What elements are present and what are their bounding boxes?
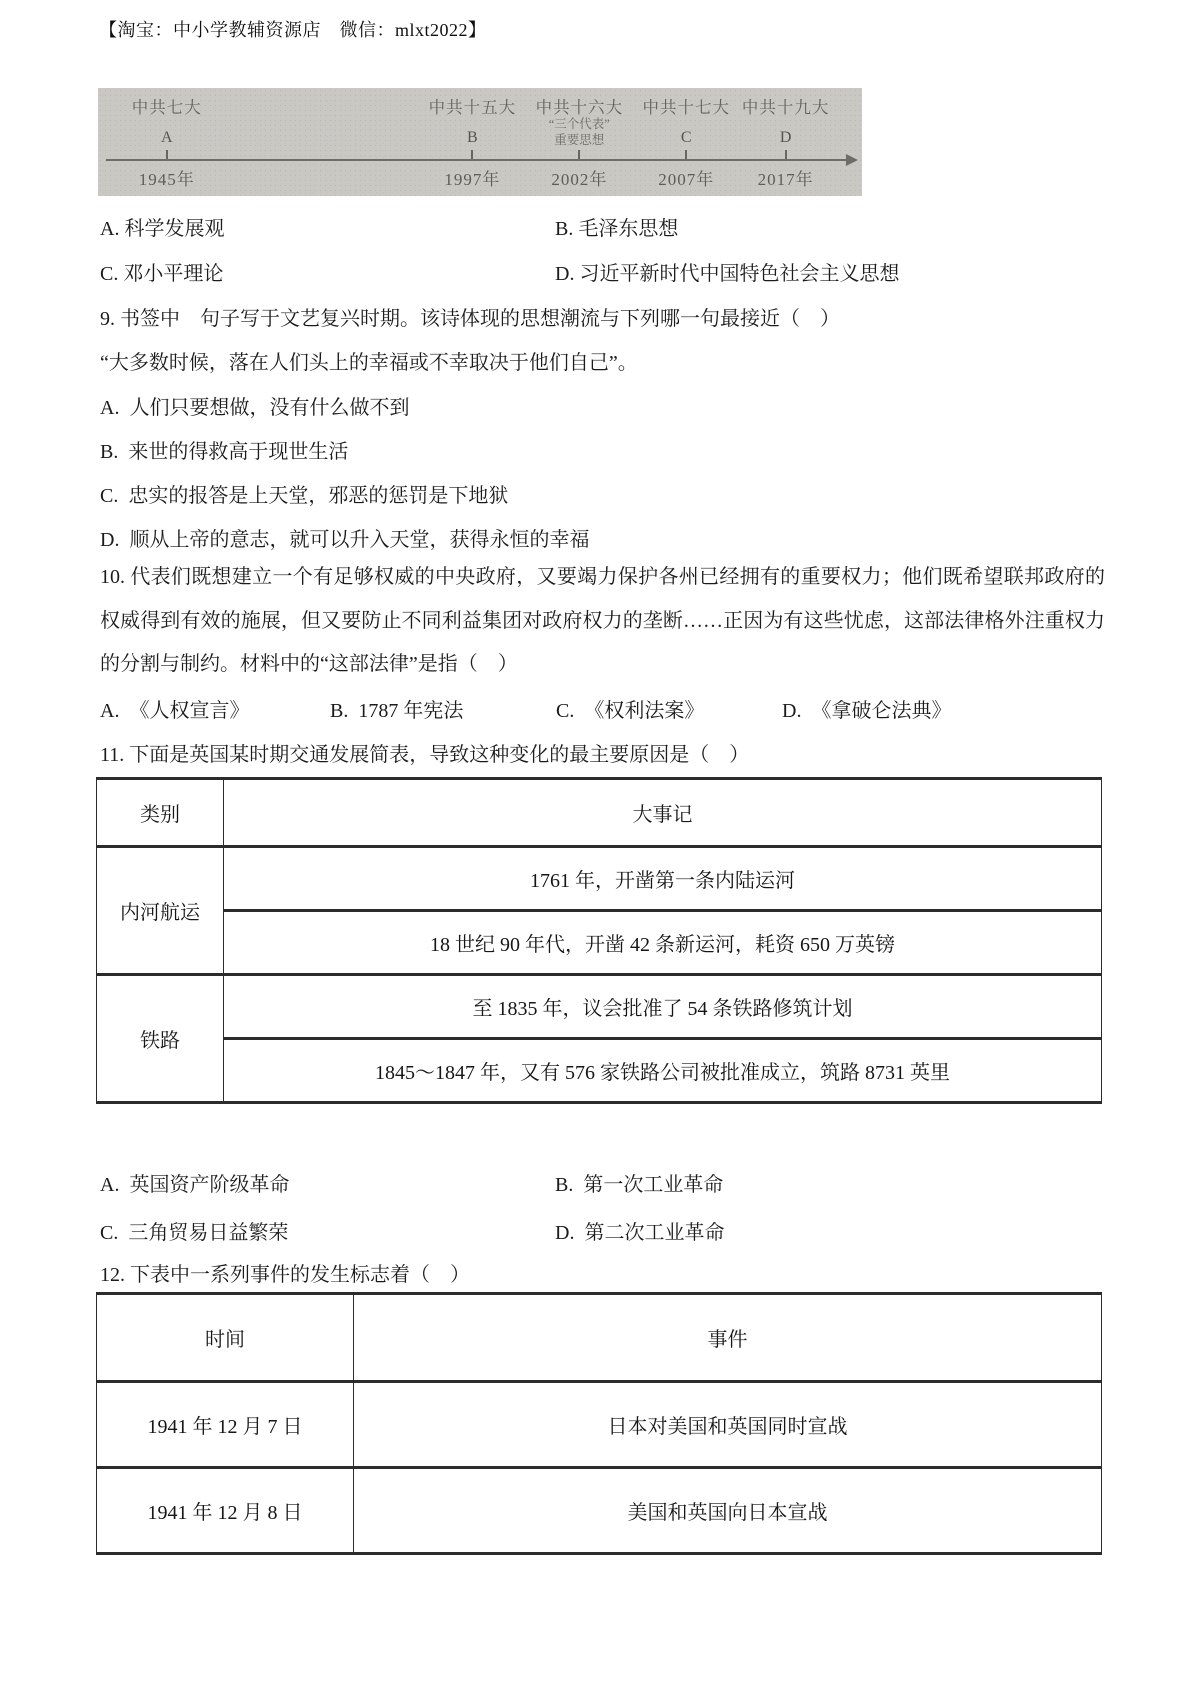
event-letter: C (680, 129, 692, 146)
event-name: 中共十五大 (428, 98, 517, 117)
event-cell: 1761 年，开凿第一条内陆运河 (224, 847, 1102, 911)
timeline-tick (785, 150, 787, 159)
q8-option-a: A. 科学发展观 (100, 218, 225, 240)
timeline-tick (578, 150, 580, 159)
event-letter: B (467, 129, 478, 146)
event-letter: D (779, 129, 792, 146)
timeline-event-2017 (701, 88, 871, 196)
q10-option-c: C. 《权利法案》 (556, 700, 705, 722)
header-cell-events: 大事记 (224, 779, 1102, 847)
timeline-tick (166, 150, 168, 159)
timeline-figure (98, 88, 862, 196)
q10-option-d: D. 《拿破仑法典》 (782, 700, 952, 722)
q10-option-b: B. 1787 年宪法 (330, 700, 464, 722)
event-year: 2017年 (757, 170, 814, 189)
q9-quote: “大多数时候，落在人们头上的幸福或不幸取决于他们自己”。 (100, 352, 638, 374)
table-row (97, 847, 1102, 911)
table-row (97, 1382, 1102, 1468)
event-cell: 1845～1847 年，又有 576 家铁路公司被批准成立，筑路 8731 英里 (224, 1039, 1102, 1103)
q9-option-d: D. 顺从上帝的意志，就可以升入天堂，获得永恒的幸福 (100, 529, 590, 551)
event-cell: 日本对美国和英国同时宣战 (354, 1382, 1102, 1468)
q9-option-a: A. 人们只要想做，没有什么做不到 (100, 397, 410, 419)
q11-transport-table (96, 777, 1102, 1104)
q8-option-c: C. 邓小平理论 (100, 263, 224, 285)
q11-option-d: D. 第二次工业革命 (555, 1222, 725, 1244)
table-header-row (97, 779, 1102, 847)
timeline-event-1945 (82, 88, 252, 196)
event-name: 中共十九大 (741, 98, 830, 117)
header-cell-event: 事件 (354, 1294, 1102, 1382)
category-cell-canal: 内河航运 (97, 847, 224, 975)
event-subtitle-line2: 重要思想 (554, 133, 605, 147)
timeline-tick (685, 150, 687, 159)
table-row (97, 911, 1102, 975)
q9-stem: 9. 书签中 句子写于文艺复兴时期。该诗体现的思想潮流与下列哪一句最接近（ ） (100, 308, 840, 330)
q11-stem: 11. 下面是英国某时期交通发展简表，导致这种变化的最主要原因是（ ） (100, 744, 750, 766)
q11-option-b: B. 第一次工业革命 (555, 1174, 724, 1196)
event-cell: 18 世纪 90 年代，开凿 42 条新运河，耗资 650 万英镑 (224, 911, 1102, 975)
event-year: 1997年 (444, 170, 501, 189)
event-year: 2002年 (551, 170, 608, 189)
q10-option-a: A. 《人权宣言》 (100, 700, 250, 722)
event-name: 中共十七大 (642, 98, 731, 117)
header-cell-category: 类别 (97, 779, 224, 847)
shop-watermark: 【淘宝：中小学教辅资源店 微信：mlxt2022】 (99, 20, 487, 40)
time-cell: 1941 年 12 月 7 日 (97, 1382, 354, 1468)
q8-option-d: D. 习近平新时代中国特色社会主义思想 (555, 263, 900, 285)
event-subtitle-line1: “三个代表” (548, 117, 610, 131)
q10-stem: 10. 代表们既想建立一个有足够权威的中央政府，又要竭力保护各州已经拥有的重要权力；他们既希望联邦政府的权威得到有效的施展，但又要防止不同利益集团对政府权力的垄断……正因为有这些忧虑，这部法律格外注重权力的分割与制约。材料中的“这部法律”是指（ ） (100, 566, 1105, 675)
event-letter: A (160, 129, 173, 146)
event-name: 中共七大 (131, 98, 202, 117)
q11-option-c: C. 三角贸易日益繁荣 (100, 1222, 289, 1244)
event-name: 中共十六大 (535, 98, 624, 117)
event-cell: 至 1835 年，议会批准了 54 条铁路修筑计划 (224, 975, 1102, 1039)
table-header-row (97, 1294, 1102, 1382)
event-cell: 美国和英国向日本宣战 (354, 1468, 1102, 1554)
q9-option-b: B. 来世的得救高于现世生活 (100, 441, 349, 463)
q11-option-a: A. 英国资产阶级革命 (100, 1174, 290, 1196)
event-year: 1945年 (138, 170, 195, 189)
q12-events-table (96, 1292, 1102, 1555)
timeline-tick (471, 150, 473, 159)
event-year: 2007年 (658, 170, 715, 189)
table-row (97, 1039, 1102, 1103)
q8-option-b: B. 毛泽东思想 (555, 218, 679, 240)
q9-option-c: C. 忠实的报答是上天堂，邪恶的惩罚是下地狱 (100, 485, 509, 507)
time-cell: 1941 年 12 月 8 日 (97, 1468, 354, 1554)
q12-stem: 12. 下表中一系列事件的发生标志着（ ） (100, 1264, 470, 1286)
category-cell-railway: 铁路 (97, 975, 224, 1103)
table-row (97, 975, 1102, 1039)
header-cell-time: 时间 (97, 1294, 354, 1382)
table-row (97, 1468, 1102, 1554)
